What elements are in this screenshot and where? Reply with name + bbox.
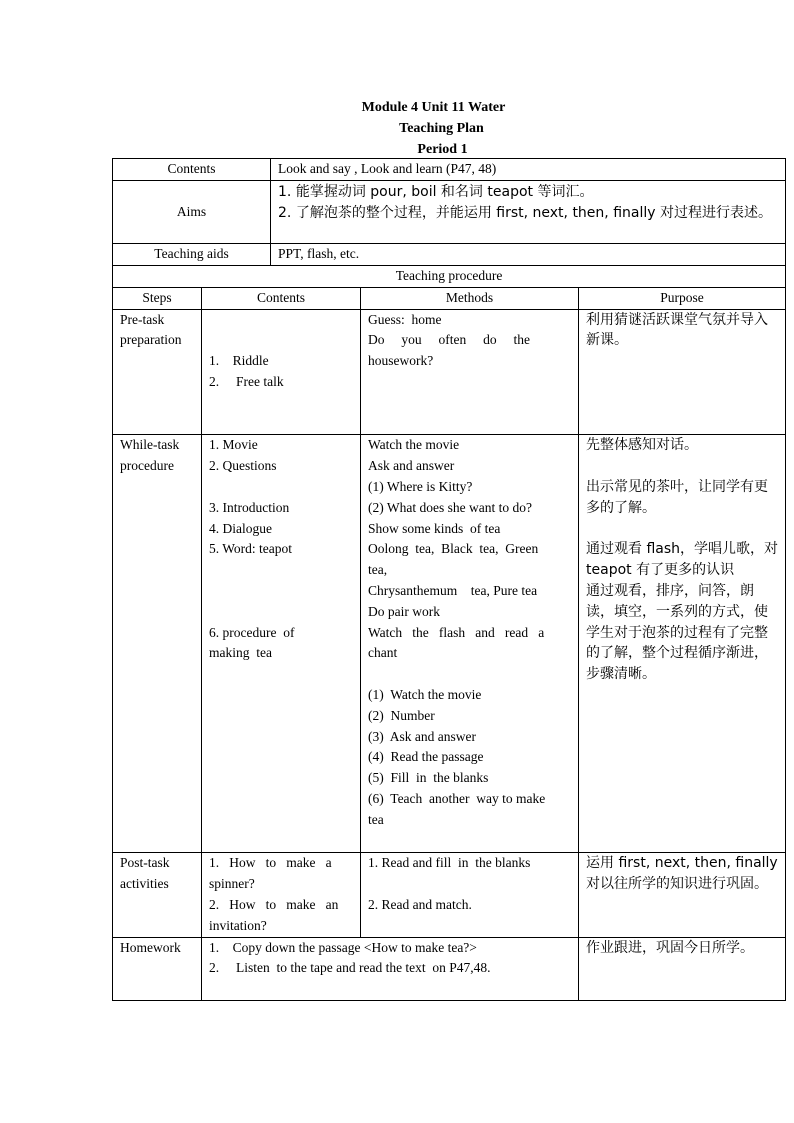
method-line bbox=[368, 874, 571, 895]
post-task-methods bbox=[361, 853, 579, 937]
method-line: (1) Where is Kitty? bbox=[368, 478, 473, 494]
method-line: 1. Read and fill in the blanks bbox=[368, 855, 531, 871]
step-line: procedure bbox=[120, 458, 174, 474]
contents-label: Contents bbox=[113, 159, 271, 181]
procedure-title-row bbox=[113, 265, 786, 287]
content-line: 3. Introduction bbox=[209, 499, 290, 515]
method-line: Watch the movie bbox=[368, 437, 460, 453]
content-line: 1. How to make a bbox=[209, 855, 332, 871]
post-task-step bbox=[113, 853, 202, 937]
aims-label: Aims bbox=[113, 181, 271, 244]
document-header bbox=[112, 97, 785, 160]
procedure-title: Teaching procedure bbox=[113, 265, 786, 287]
column-header-steps: Steps bbox=[113, 287, 202, 309]
homework-row bbox=[113, 937, 786, 1000]
method-line: chant bbox=[368, 645, 398, 661]
post-task-contents bbox=[202, 853, 361, 937]
step-line: Pre-task bbox=[120, 311, 165, 327]
pre-task-purpose: 利用猜谜活跃课堂气氛并导入新课。 bbox=[579, 309, 786, 435]
homework-line: 2. Listen to the tape and read the text on P47,48. bbox=[209, 960, 491, 976]
method-line: tea bbox=[368, 811, 384, 827]
step-line: activities bbox=[120, 876, 169, 892]
teaching-aids-value: PPT, flash, etc. bbox=[271, 244, 786, 266]
aims-value bbox=[271, 181, 786, 244]
pre-task-row bbox=[113, 309, 786, 435]
while-task-step bbox=[113, 435, 202, 853]
content-line: invitation? bbox=[209, 917, 267, 933]
method-line: (5) Fill in the blanks bbox=[368, 770, 489, 786]
while-task-purpose bbox=[579, 435, 786, 853]
content-line: making tea bbox=[209, 645, 272, 661]
content-line: 1. Movie bbox=[209, 437, 258, 453]
aims-line-2: 2. 了解泡茶的整个过程，并能运用 first, next, then, finally 对过程进行表述。 bbox=[278, 204, 772, 221]
pre-task-methods bbox=[361, 309, 579, 435]
purpose-paragraph: 先整体感知对话。 bbox=[586, 437, 699, 454]
method-line: Do you often do the bbox=[368, 332, 530, 348]
pre-task-contents bbox=[202, 309, 361, 435]
method-line: Watch the flash and read a bbox=[368, 624, 545, 640]
method-line: 2. Read and match. bbox=[368, 896, 472, 912]
method-line: (4) Read the passage bbox=[368, 749, 484, 765]
while-task-contents bbox=[202, 435, 361, 853]
purpose-paragraph: 通过观看，排序，问答，朗读，填空，一系列的方式，使学生对于泡茶的过程有了完整的了解，整个过程循序渐进，步骤清晰。 bbox=[586, 582, 769, 683]
aims-row bbox=[113, 181, 786, 244]
content-line: spinner? bbox=[209, 876, 255, 892]
post-task-row bbox=[113, 853, 786, 937]
homework-purpose: 作业跟进，巩固今日所学。 bbox=[579, 937, 786, 1000]
method-line: Show some kinds of tea bbox=[368, 520, 501, 536]
while-task-row bbox=[113, 435, 786, 853]
document-subtitle: Teaching Plan bbox=[399, 121, 484, 136]
method-line: (1) Watch the movie bbox=[368, 686, 482, 702]
purpose-paragraph: 通过观看 flash，学唱儿歌，对 teapot 有了更多的认识 bbox=[586, 541, 779, 579]
method-line: Guess: home bbox=[368, 311, 442, 327]
method-line: (6) Teach another way to make bbox=[368, 790, 546, 806]
content-line bbox=[209, 602, 353, 623]
method-line: tea, bbox=[368, 562, 388, 578]
content-line: 2. Questions bbox=[209, 458, 277, 474]
column-header-contents: Contents bbox=[202, 287, 361, 309]
content-line: 5. Word: teapot bbox=[209, 541, 293, 557]
column-header-methods: Methods bbox=[361, 287, 579, 309]
post-task-purpose: 运用 first, next, then, finally 对以往所学的知识进行巩固。 bbox=[579, 853, 786, 937]
pre-task-step bbox=[113, 309, 202, 435]
aims-line-1: 1. 能掌握动词 pour, boil 和名词 teapot 等词汇。 bbox=[278, 184, 594, 200]
method-line: (3) Ask and answer bbox=[368, 728, 476, 744]
step-line: Post-task bbox=[120, 855, 170, 871]
content-line: 2. Free talk bbox=[209, 373, 284, 389]
method-line: (2) What does she want to do? bbox=[368, 499, 532, 515]
column-header-purpose: Purpose bbox=[579, 287, 786, 309]
document-title: Module 4 Unit 11 Water bbox=[361, 100, 506, 115]
method-line: Oolong tea, Black tea, Green bbox=[368, 541, 539, 557]
purpose-paragraph: 出示常见的茶叶，让同学有更多的了解。 bbox=[586, 478, 769, 516]
step-line: While-task bbox=[120, 437, 180, 453]
content-line: 2. How to make an bbox=[209, 896, 339, 912]
content-line bbox=[209, 477, 353, 498]
method-line: housework? bbox=[368, 353, 434, 369]
homework-step: Homework bbox=[113, 937, 202, 1000]
content-line: 6. procedure of bbox=[209, 624, 295, 640]
teaching-aids-label: Teaching aids bbox=[113, 244, 271, 266]
content-line bbox=[209, 560, 353, 581]
while-task-methods bbox=[361, 435, 579, 853]
step-line: preparation bbox=[120, 332, 182, 348]
column-header-row bbox=[113, 287, 786, 309]
content-line: 1. Riddle bbox=[209, 353, 269, 369]
contents-row bbox=[113, 159, 786, 181]
teaching-plan-table bbox=[112, 158, 786, 1001]
content-line bbox=[209, 581, 353, 602]
teaching-aids-row bbox=[113, 244, 786, 266]
period-label: Period 1 bbox=[417, 142, 468, 157]
method-line: Do pair work bbox=[368, 603, 440, 619]
method-line: (2) Number bbox=[368, 707, 435, 723]
method-line bbox=[368, 664, 571, 685]
homework-contents bbox=[202, 937, 579, 1000]
method-line: Ask and answer bbox=[368, 458, 455, 474]
homework-line: 1. Copy down the passage <How to make tea?> bbox=[209, 939, 477, 955]
method-line: Chrysanthemum tea, Pure tea bbox=[368, 582, 538, 598]
content-line: 4. Dialogue bbox=[209, 520, 272, 536]
contents-value: Look and say , Look and learn (P47, 48) bbox=[271, 159, 786, 181]
